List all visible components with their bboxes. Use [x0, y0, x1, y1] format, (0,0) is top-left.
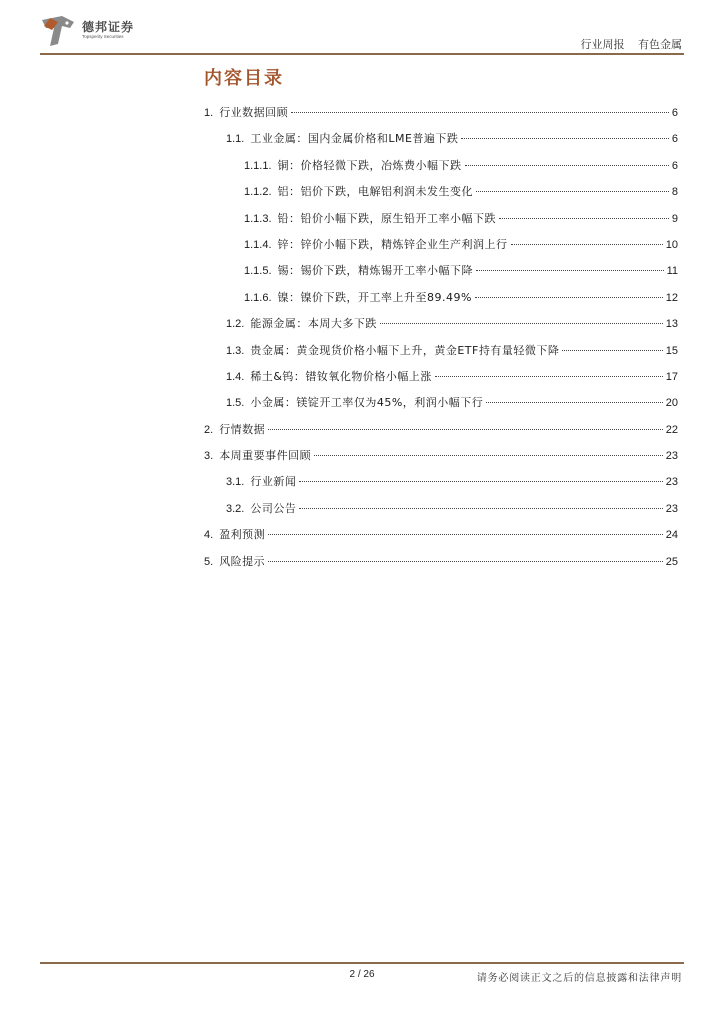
header-labels — [581, 36, 683, 52]
toc-entry-title: 锡：锡价下跌，精炼锡开工率小幅下降 — [277, 264, 474, 278]
page-number: 2 / 26 — [349, 969, 375, 980]
toc-entry-page: 25 — [665, 555, 678, 568]
toc-leader-dots — [268, 429, 663, 430]
toc-entry-page: 20 — [665, 397, 678, 410]
toc-entry-number: 1.1.2. — [244, 186, 272, 199]
toc-entry-title: 行业数据回顾 — [219, 106, 289, 119]
footer-disclaimer: 请务必阅读正文之后的信息披露和法律声明 — [476, 973, 682, 984]
toc-entry-number: 3. — [204, 450, 214, 463]
toc-entry-title: 小金属：镁锭开工率仅为45%，利润小幅下行 — [250, 396, 484, 410]
toc-entry-page: 24 — [665, 529, 678, 542]
toc-leader-dots — [476, 191, 669, 192]
toc-entry-page: 9 — [671, 212, 678, 225]
toc-leader-dots — [461, 138, 668, 139]
toc-entry[interactable] — [204, 104, 678, 130]
toc-entry-number: 1.1.4. — [244, 238, 272, 251]
toc-entry-title: 铝：铝价下跌，电解铝利润未发生变化 — [277, 185, 474, 199]
toc-entry[interactable] — [204, 394, 678, 420]
toc-entry[interactable] — [204, 157, 678, 183]
toc-leader-dots — [465, 165, 669, 166]
toc-entry-page: 6 — [671, 107, 678, 119]
toc-leader-dots — [268, 561, 663, 562]
toc-entry[interactable] — [204, 553, 678, 579]
toc-entry-number: 1.4. — [226, 370, 245, 383]
toc-entry[interactable] — [204, 342, 678, 368]
header-divider — [40, 53, 684, 55]
toc-title: 内容目录 — [204, 68, 284, 89]
table-of-contents — [204, 104, 678, 579]
toc-entry[interactable] — [204, 473, 678, 499]
toc-entry[interactable] — [204, 526, 678, 552]
toc-entry[interactable] — [204, 210, 678, 236]
toc-entry-title: 镍：镍价下跌，开工率上升至89.49% — [277, 290, 472, 304]
toc-entry-title: 公司公告 — [250, 501, 297, 515]
toc-leader-dots — [499, 218, 669, 219]
toc-leader-dots — [435, 376, 663, 377]
toc-entry-page: 6 — [671, 133, 678, 146]
toc-entry[interactable] — [204, 368, 678, 394]
toc-entry-title: 盈利预测 — [219, 528, 266, 542]
toc-entry-number: 1.1.1. — [244, 159, 272, 172]
toc-entry-number: 1.2. — [226, 318, 245, 331]
toc-entry-title: 行情数据 — [219, 422, 266, 436]
toc-entry-title: 风险提示 — [219, 554, 266, 568]
toc-entry[interactable] — [204, 315, 678, 341]
toc-leader-dots — [475, 297, 663, 298]
toc-leader-dots — [476, 270, 664, 271]
toc-entry[interactable] — [204, 421, 678, 447]
toc-entry-title: 能源金属：本周大多下跌 — [250, 317, 377, 331]
toc-entry-number: 1.1.6. — [244, 291, 272, 304]
toc-entry[interactable] — [204, 447, 678, 473]
toc-entry[interactable] — [204, 500, 678, 526]
toc-leader-dots — [380, 323, 663, 324]
toc-entry-page: 6 — [671, 159, 678, 172]
toc-entry-page: 23 — [665, 450, 678, 463]
toc-entry-number: 2. — [204, 423, 214, 436]
toc-entry[interactable] — [204, 262, 678, 288]
toc-entry-title: 本周重要事件回顾 — [219, 449, 312, 463]
toc-entry-title: 稀土&钨：镨钕氧化物价格小幅上涨 — [250, 369, 432, 383]
toc-entry-page: 23 — [665, 476, 678, 489]
toc-entry[interactable] — [204, 130, 678, 156]
toc-leader-dots — [486, 402, 662, 403]
toc-entry-number: 3.1. — [226, 476, 245, 489]
toc-leader-dots — [511, 244, 663, 245]
toc-entry-number: 1.1.3. — [244, 212, 272, 225]
toc-entry-page: 17 — [665, 370, 678, 383]
logo-text-cn: 德邦证券 — [82, 20, 135, 34]
toc-entry-page: 13 — [665, 318, 678, 331]
logo-text-en: Topsperity Securities — [82, 34, 124, 39]
toc-entry-number: 1.5. — [226, 397, 245, 410]
toc-leader-dots — [268, 534, 663, 535]
report-sector: 有色金属 — [638, 38, 682, 51]
report-category: 行业周报 — [580, 38, 625, 51]
toc-entry-title: 贵金属：黄金现货价格小幅下上升，黄金ETF持有量轻微下降 — [250, 343, 560, 357]
toc-leader-dots — [299, 508, 662, 509]
toc-entry-number: 1. — [204, 107, 214, 119]
toc-entry-page: 23 — [665, 502, 678, 515]
toc-entry-title: 行业新闻 — [250, 475, 297, 489]
toc-entry-number: 1.1. — [226, 133, 245, 146]
toc-entry[interactable] — [204, 236, 678, 262]
toc-entry-title: 工业金属：国内金属价格和LME普遍下跌 — [250, 132, 459, 146]
toc-leader-dots — [291, 112, 669, 113]
toc-leader-dots — [562, 350, 662, 351]
toc-entry-number: 1.3. — [226, 344, 245, 357]
footer-divider — [40, 962, 684, 964]
toc-entry-page: 8 — [671, 186, 678, 199]
company-logo — [40, 14, 150, 50]
toc-entry[interactable] — [204, 289, 678, 315]
toc-entry-number: 3.2. — [226, 502, 245, 515]
toc-entry-page: 10 — [665, 238, 678, 251]
toc-entry-number: 5. — [204, 555, 214, 568]
toc-leader-dots — [299, 481, 662, 482]
toc-entry-number: 4. — [204, 529, 214, 542]
logo-emblem-icon — [40, 14, 76, 48]
toc-entry-page: 15 — [665, 344, 678, 357]
toc-entry-title: 铜：价格轻微下跌，冶炼费小幅下跌 — [277, 158, 462, 172]
toc-leader-dots — [314, 455, 663, 456]
toc-entry-page: 22 — [665, 423, 678, 436]
toc-entry-page: 11 — [666, 265, 678, 278]
toc-entry-title: 锌：锌价小幅下跌，精炼锌企业生产利润上行 — [277, 237, 508, 251]
toc-entry-title: 铅：铅价小幅下跌，原生铅开工率小幅下跌 — [277, 211, 497, 225]
toc-entry[interactable] — [204, 183, 678, 209]
toc-entry-number: 1.1.5. — [244, 265, 272, 278]
toc-entry-page: 12 — [665, 291, 678, 304]
